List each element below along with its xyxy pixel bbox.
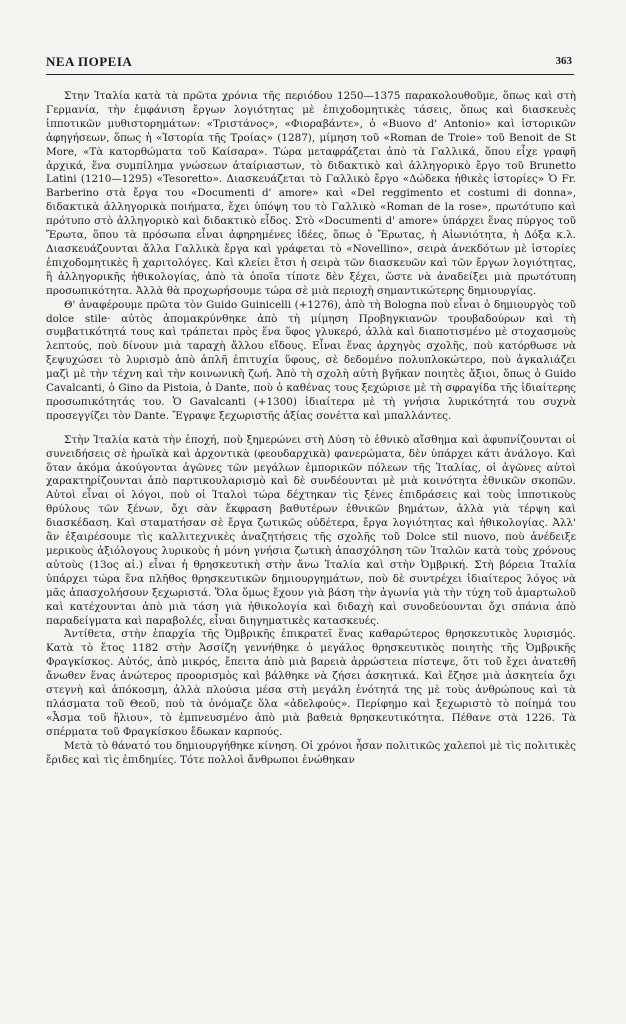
paragraph: Στην Ἰταλία κατὰ τὰ πρῶτα χρόνια τῆς περιόδου 1250—1375 παρακολουθοῦμε, ὅπως καὶ στὴ Γερμανία, τὴν ἐμφάνιση ἔργων λογιότητας μὲ ἐπιχοδομητικὲς τάσεις, ὅπως καὶ διασκευὲς ἱπποτικῶν μυθιστορημάτων: «Τριστάνος», «Φιοραβάντε», ὁ «Buovo d' Antonio» καὶ ἱστορικῶν ἀφηγήσεων, ὅπως ἡ «Ἱστορία τῆς Τροίας» (1287), μίμηση τοῦ «Roman de Troie» τοῦ Benoit de St More, «Τὰ κατορθώματα τοῦ Καίσαρα». Τώρα μεταφράζεται ἀπὸ τὰ Γαλλικά, ὅπου εἶχε γραφῆ ἀρχικά, ἕνα συμπίλημα γνώσεων ἀταίριαστων, τὸ διδακτικὸ καὶ ἀλληγορικὸ ἔργο τοῦ Brunetto Latini (1210—1295) «Tesoretto». Διασκευάζεται τὸ Γαλλικὸ ἔργο «Δώδεκα ἠθικὲς ἱστορίες» Ὁ Fr. Barberino στὰ ἔργα του «Documenti d' amore» καὶ «Del reggimento et costumi di donna», διδακτικὰ ἀλληγορικὰ ποιήματα, ἔχει ὑπόψη του τὸ Γαλλικὸ «Roman de la rose», πρωτότυπο καὶ πρότυπο στὸ ἀλληγορικὸ καὶ διδακτικὸ εἶδος. Στὸ «Documenti d' amore» ὑπάρχει ἕνας πύργος τοῦ Ἔρωτα, ὅπου τὰ πρόσωπα εἶναι ἀφηρημένες ἰδέες, ὅπως ὁ Ἔρωτας, ἡ Αἰωνιότητα, ἡ Δόξα κ.λ. Διασκευάζουνται ἄλλα Γαλλικὰ ἔργα καὶ γράφεται τὸ «Novellino», σειρὰ ἀνεκδότων μὲ ἱστορίες ἐπιχοδομητικὲς ἢ χαριτολόγες. Καὶ κλείει ἔτσι ἡ σειρὰ τῶν διασκευῶν καὶ τῶν ἔργων λογιότητας, ἢ ἀλληγορικῆς ἠθικολογίας, ἀπὸ τὰ ὁποῖα τίποτε δὲν ξέχει, ὥστε νὰ ἀναδείξει μιὰ πρωτότυπη προσωπικότητα. Ἀλλὰ θὰ προχωρήσουμε τώρα σὲ μιὰ περιοχὴ σημαντικώτερης δημιουργίας. xyxy=(46,90,576,297)
page-header xyxy=(46,54,574,75)
body-text xyxy=(46,90,576,768)
paragraph: Στὴν Ἰταλία κατὰ τὴν ἐποχή, ποὺ ξημερώνει στὴ Δύση τὸ ἐθνικὸ αἴσθημα καὶ ἀφυπνίζουνται οἱ συνειδήσεις σὲ ἡρωϊκὰ καὶ ἀρχοντικὰ (φεουδαρχικὰ) φανερώματα, δὲν ὑπάρχει κάτι ἀνάλογο. Καὶ ὅταν ἀκόμα ἀκούγονται ἀγῶνες τῶν μεγάλων ἐμπορικῶν πόλεων τῆς Ἰταλίας, οἱ ἀγῶνες αὐτοὶ χαρακτηρίζουνται ἀπὸ παρτικουλαρισμὸ καὶ δὲ συνδέουνται μὲ μιὰ κοινότητα ἐθνικῶν σκοπῶν. Αὐτοὶ εἶναι οἱ λόγοι, ποὺ οἱ Ἰταλοὶ τώρα δέχτηκαν τὶς ξένες ἐπιδράσεις καὶ τοὺς ἱπποτικοὺς θρύλους τῶν ξένων, ὄχι σὰν ἔκφραση βαθυτέρων ἐθνικῶν βημάτων, ἀλλὰ γιὰ τέρψη καὶ διασκέδαση. Καὶ σταματήσαν σὲ ἔργα ζωτικῶς οὐδέτερα, ἔργα λογιότητας καὶ ἠθικολογίας. Ἀλλ' ἂν ἐξαιρέσουμε τὶς καλλιτεχνικὲς ἀναζητήσεις τῆς σχολῆς τοῦ Dolce stil nuovo, ποὺ ἀνέδειξε μερικοὺς ἀξιόλογους λυρικοὺς ἡ μόνη γνήσια ζωτικὴ ἀπασχόληση τῶν Ἰταλῶν κατὰ τοὺς χρόνους αὐτοὺς (13ος αἰ.) εἶναι ἡ θρησκευτικὴ στὴν ἄνω Ἰταλία καὶ στὴν Ὀμβρική. Στὴ βόρεια Ἰταλία ὑπάρχει τώρα ἕνα πλῆθος θρησκευτικῶν δημιουργημάτων, ποὺ δὲ συντρέχει ἰδιαίτερος λόγος νὰ μᾶς ἀπασχολήσουν ξεχωριστά. Ὅλα ὅμως ἔχουν γιὰ βάση τὴν ἀγωνία γιὰ τὴν τύχη τοῦ ἁμαρτωλοῦ καὶ κατέχουνται ἀπὸ μιὰ τάση γιὰ ἠθικολογία καὶ διδαχὴ καὶ συνοδεύουνται ὄχι σπάνια ἀπὸ παραδείγματα καὶ παραβολές, εἶναι διηγηματικὲς κατασκευές. xyxy=(46,433,576,627)
running-title: ΝΕΑ ΠΟΡΕΙΑ xyxy=(46,54,133,69)
page-number: 363 xyxy=(555,55,572,67)
paragraph: Ἀντίθετα, στὴν ἐπαρχία τῆς Ὀμβρικῆς ἐπικρατεῖ ἕνας καθαρώτερος θρησκευτικὸς λυρισμός. Κατὰ τὸ ἔτος 1182 στὴν Ἀσσίζη γεννήθηκε ὁ μεγάλος θρησκευτικὸς ποιητὴς τῆς Ὀμβρικῆς Φραγκίσκος. Αὐτός, ἀπὸ μικρός, ἔπειτα ἀπὸ μιὰ βαρειὰ ἀρρώστεια πίστεψε, ὅτι τοῦ ἔχει ἀνατεθῆ ἄνωθεν ἕνας ἀνώτερος προορισμὸς καὶ βάλθηκε νὰ ζήσει ἀσκητικά. Καὶ ἔζησε μιὰ ἀσκητεία ὄχι στεγνὴ καὶ ἀπόκοσμη, ἀλλὰ πλούσια μέσα στὴ μεγάλη ἑνότητά της μὲ τοὺς ἀνθρώπους καὶ τὰ πλάσματα τοῦ Θεοῦ, ποὺ τὰ ὀνόμαζε ὅλα «ἀδελφούς». Περίφημο καὶ ξεχωριστὸ τὸ ποίημά του «Ἆσμα τοῦ ἥλιου», τὸ ἐμπνευσμένο ἀπὸ μιὰ βαθειὰ θρησκευτικότητα. Πέθανε στὰ 1226. Τὰ σπέρματα τοῦ Φραγκίσκου ἔδωκαν καρπούς. xyxy=(46,628,576,738)
paragraph: Θ' ἀναφέρουμε πρῶτα τὸν Guido Guinicelli (+1276), ἀπὸ τὴ Bologna ποὺ εἶναι ὁ δημιουργὸς τοῦ dolce stile· αὐτὸς ἀπομακρύνθηκε ἀπὸ τὴ μίμηση Προβηγκιανῶν τρουβαδούρων καὶ τὴ συμβατικότητά τους καὶ τράπεται πρὸς ἕνα ὕφος γλυκερό, ἀλλὰ καὶ διαποτισμένο μὲ στοχασμοὺς λεπτούς, ποὺ δίνουν μιὰ ταραχὴ ἄλλου εἴδους. Εἶναι ἕνας ἀρχηγὸς σχολῆς, ποὺ κατόρθωσε νὰ ξεψυχώσει τὸ λυρισμὸ ἀπὸ ἁπλῆ ἐπιτυχία ὕφους, σὲ δεδομένο πολυπλοκώτερο, ποὺ ἀγκαλιάζει μαζὶ μὲ τὴν τέχνη καὶ τὴν κοινωνικὴ ζωή. Ἀπὸ τὴ σχολὴ αὐτὴ βγῆκαν ποιητὲς ἄξιοι, ὅπως ὁ Guido Cavalcanti, ὁ Gino da Pistoia, ὁ Dante, ποὺ ὁ καθένας τους ξεχώρισε μὲ τὴ σφραγίδα τῆς ἰδιαίτερης προσωπικότητάς του. Ὁ Gavalcanti (+1300) ἰδιαίτερα μὲ τὴ γνήσια λυρικότητά του συχνὰ προσεγγίζει τὸν Dante. Ἔγραψε ξεχωριστῆς ἀξίας σονέττα καὶ μπαλλάντες. xyxy=(46,298,576,422)
paragraph: Μετὰ τὸ θάνατό του δημιουργήθηκε κίνηση. Οἱ χρόνοι ἦσαν πολιτικῶς χαλεποὶ μὲ τὶς πολιτικὲς ἔριδες καὶ τὶς ἐπιδημίες. Τότε πολλοὶ ἄνθρωποι ἑνώθηκαν xyxy=(46,739,576,766)
